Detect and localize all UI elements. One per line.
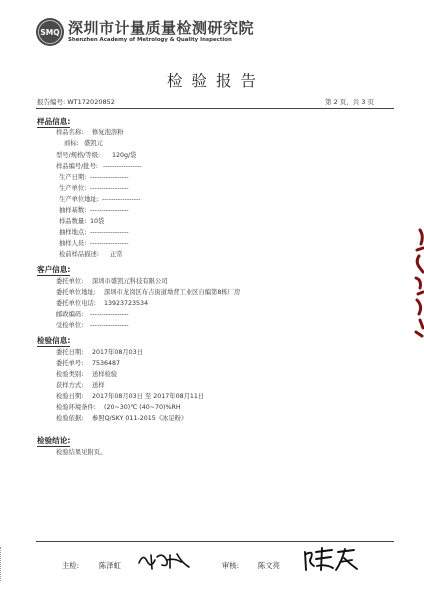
org-name-en: Shenzhen Academy of Metrology & Quality Inspection — [68, 37, 232, 43]
sample-value: 120g/袋 — [112, 152, 137, 159]
sample-value: ----------------- — [90, 207, 129, 214]
sample-label: 抽样基数: — [59, 207, 87, 214]
sample-label: 抽样人员: — [59, 240, 87, 247]
inspection-label: 检验依据: — [56, 415, 84, 422]
client-label: 委托单位: — [56, 278, 84, 285]
org-name-cn: 深圳市计量质量检测研究院 — [68, 19, 255, 37]
header-divider — [36, 108, 394, 109]
sample-label: 生产日期: — [59, 174, 87, 181]
sample-value: 修复泡溶粉 — [92, 129, 124, 136]
sample-value: 盛凯元 — [84, 140, 103, 147]
page-indicator: 第 2 页，共 3 页 — [325, 98, 375, 106]
org-logo — [35, 17, 65, 47]
sample-label: 生产单位地址: — [59, 196, 99, 203]
footer-divider — [36, 541, 394, 542]
sample-value: ----------------- — [90, 174, 129, 181]
inspection-value: 送样 — [92, 382, 105, 389]
inspection-value: 送样检验 — [92, 371, 118, 378]
conclusion-text: 检验结果见附页。 — [56, 449, 107, 456]
sample-label: 生产单位: — [59, 185, 87, 192]
client-label: 委托单位地址: — [56, 289, 96, 296]
inspection-value: (20~30)℃ (40~70)%RH — [104, 404, 181, 411]
client-label: 受检单位: — [56, 322, 84, 329]
sample-label: 型号/规格/等级: — [56, 152, 101, 159]
client-value: ----------------- — [90, 322, 129, 329]
inspection-label: 检验环境条件: — [56, 404, 96, 411]
inspection-value: 参照Q/SKY 011-2015《冰足粉》 — [92, 415, 188, 422]
sample-label: 样品名称: — [56, 129, 84, 136]
inspector-signature — [137, 549, 191, 573]
seal-stamp-fragment — [411, 228, 424, 338]
sample-value: 正常 — [110, 251, 123, 258]
sample-label: 检前样品描述: — [59, 251, 99, 258]
inspection-label: 委托单号: — [56, 360, 84, 367]
sample-value: 10袋 — [90, 218, 105, 225]
client-label: 邮政编码: — [56, 311, 84, 318]
reviewer-label: 审核: — [222, 561, 240, 570]
inspection-value: 7536487 — [92, 360, 121, 367]
sample-value: ----------------- — [102, 196, 141, 203]
inspection-label: 委托日期: — [56, 349, 84, 356]
inspection-label: 检验日期: — [56, 393, 84, 400]
sample-label: 样品编号/批号: — [56, 163, 99, 170]
inspection-value: 2017年08月03日 至 2017年08月11日 — [92, 393, 205, 400]
org-logo-text: SMQ — [40, 28, 60, 37]
sample-label: 样品数量: — [59, 218, 87, 225]
sample-value: ----------------- — [103, 163, 142, 170]
sample-value: ----------------- — [90, 229, 129, 236]
reviewer-name: 陈文亮 — [258, 561, 280, 570]
client-value: ----------------- — [90, 311, 129, 318]
report-title: 检验报告 — [166, 72, 265, 90]
client-section-heading: 客户信息: — [37, 265, 71, 274]
report-number: 报告编号: WT172020852 — [37, 98, 115, 106]
margin-mark — [0, 547, 2, 581]
sample-label: 商标: — [64, 140, 79, 147]
inspection-label: 检验类别: — [56, 371, 84, 378]
sample-value: ----------------- — [90, 240, 129, 247]
sample-value: ----------------- — [90, 185, 129, 192]
client-label: 委托单位电话: — [56, 300, 96, 307]
inspection-label: 获样方式: — [56, 382, 84, 389]
client-value: 深圳市盛凯元科技有限公司 — [92, 278, 168, 285]
client-value: 深圳市龙岗区布吉街道坳背工业区自编第8栋厂房 — [104, 289, 241, 296]
conclusion-section-heading: 检验结论: — [37, 436, 71, 445]
inspection-value: 2017年08月03日 — [92, 349, 143, 356]
reviewer-signature — [302, 546, 360, 574]
sample-label: 抽样地点: — [59, 229, 87, 236]
inspection-section-heading: 检验信息: — [37, 336, 71, 345]
sample-section-heading: 样品信息: — [37, 117, 71, 126]
inspector-label: 主检: — [62, 561, 80, 570]
inspector-name: 陈泽虹 — [99, 561, 121, 570]
client-value: 13923723534 — [104, 300, 149, 307]
